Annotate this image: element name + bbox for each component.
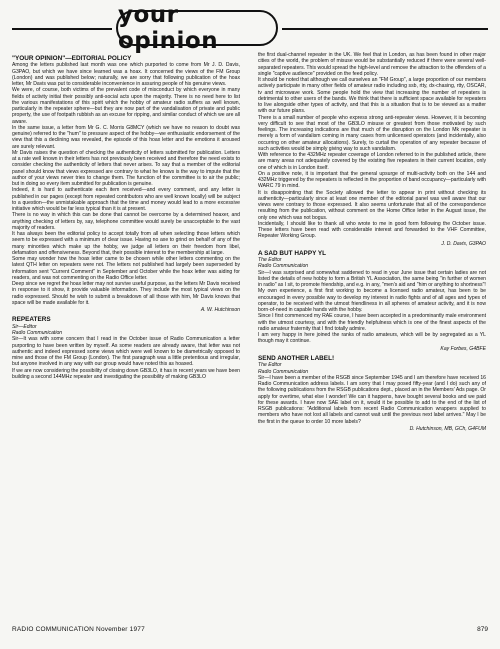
paragraph: If we are now considering the possibility of closing down GB3LO, it has in recent years we have been building a second 144MHz repeater and investigating the possibility of making GB3LO (12, 367, 240, 380)
letter-heading: SEND ANOTHER LABEL! (258, 354, 335, 362)
paragraph: Deep since we regret the hoax letter may not survive useful purpose, as the letters Mr Davis received in response to it show, it provide valuable information. They include the most typical views on the radio expressed. Should he wish to submit a breakdown of all those with him, Mr Davis knows that space will be made available for it. (12, 281, 240, 306)
addressee-line: Sir—Editor (12, 323, 37, 330)
addressee-line: Radio Communication (258, 368, 309, 375)
signature: J. D. Davis, G3PAO (441, 240, 486, 247)
paragraph: On a positive note, it is important that the general upsurge of multi-activity both on the 144 and 432MHz triggered by the repeaters is reflected in the proportion of band occupancy—particularly with WARC 79 in mind. (258, 170, 486, 190)
paragraph: Some may wonder how the hoax letter came to be chosen while other letters commenting on the latest QTH letter on repeaters were not. The letters not published had largely been superseded by information sent "Current Comment" in September and October while the hoax letter was aiding for readers, and was not commenting on the Radio Office letter. (12, 256, 240, 281)
right-column (258, 52, 486, 614)
paragraph: Incidentally, I should like to thank all who wrote to me in good form following the October issue. These letters have been read with considerable interest and forwarded to the VHF Committee, Repeater Working Group. (258, 220, 486, 240)
masthead-rule-right (282, 28, 488, 30)
paragraph: There is no way in which this can be done that cannot be overcome by a determined hoaxer, and anything checking of letters by, say, telephone committee would surely be unacceptable to the vast majority of readers. (12, 212, 240, 231)
paragraph: We were, of course, both victims of the prevalent code of misconduct by which everyone in many fields of activity initial their possibly anti-social acts upon the majority. There is no need here to list the various manifestations of this spirit which the hobby of amateur radio suffers as well known, particularly in the repeater sphere—but they are now part of the vandalisation of private and public property, the use of footpath rubbish as an excuse for ripping, and similar conduct of which we are all aware. (12, 87, 240, 125)
signature: A. W. Hutchinson (200, 307, 240, 314)
left-column (12, 52, 240, 614)
paragraph: It should be noted that although we call ourselves an "FM Group", a large proportion of our members actively participate in many other fields of amateur radio including ssb, rtty, dx-chasing, rtty, OSCAR, tv and microwave work. Some people hold the view that increasing the number of repeaters is detrimental to other users of the bands. We think that there is sufficient space available for repeaters to live alongside other types of activity, and that this is a situation that is to be viewed as a matter with our future plans. (258, 77, 486, 115)
paragraph: Among the letters published last month was one which purported to come from Mr J. D. Davis, G3PAO, but which we have since learned was a hoax. It concerned the views of the FM Group (London) and was published below; naturally, we are sorry that following publication of the hoax letter, Mr Davis was put to considerable inconvenience in assuring people of his genuine views. (12, 62, 240, 88)
page-footer (12, 626, 488, 638)
paragraph: Since I first commenced my RAE course, I have been accepted in a predominantly male environment with the utmost courtesy, and with the friendly helpfulness which is one of the finest aspects of the radio amateur fraternity that I find totally admire. (258, 313, 486, 332)
paragraph: With reference to the 432MHz repeater coverage of London referred to in the published article, there are many areas not adequately covered by the existing five repeaters in their current location, only one of which is in London itself. (258, 152, 486, 171)
paragraph: the first dual-channel repeater in the UK. We feel that in London, as has been found in other major cities of the world, the problem of misuse would be substantially reduced if there were several well-separated repeaters. This would spread the high-level and remove the attraction to the offenders of a single "captive audience" provided on the feed policy. (258, 52, 486, 77)
paragraph: It has always been the editorial policy to accept totally from all when selecting those letters which seem to be expressed with a minimum of clear issue. Having no axe to grind on behalf of any of the many minorities which make up the hobby, we judge all letters on their freedom from libel, defamation and offensiveness. Beyond that, their possible interest to the membership at large. (12, 231, 240, 256)
paragraph: Sir—It was with some concern that I read in the October issue of Radio Communication a letter purporting to have been written by myself. As some readers are already aware, that letter was not authentic and indeed expressed some views which were well known to be diametrically opposed to mine and those of the FM Group (London). The first paragraph was a little pretentious and irregular, but anyone involved in any way with our group would have noted this as hoaxed. (12, 336, 240, 368)
letter-heading: "YOUR OPINION"—EDITORIAL POLICY (12, 55, 132, 62)
letter-heading: A SAD BUT HAPPY YL (258, 249, 327, 257)
addressee-line: Radio Communication (258, 263, 309, 270)
masthead-badge (116, 2, 278, 54)
paragraph: In the same issue, a letter from Mr G. C. Morris G8MCY (which we have no reason to doubt was genuine) referred to the "hum" to pressure aspect of the hobby—we enthusiastic endorsement of the view that this a declining was revealed, the episode of this hoax letter and the emotions it aroused are surely relevant. (12, 124, 240, 150)
addressee-line: Radio Communication (12, 330, 63, 337)
letter-heading: REPEATERS (12, 316, 51, 324)
page-number: 879 (477, 626, 488, 633)
masthead (12, 2, 488, 54)
addressee-line: The Editor (258, 257, 282, 264)
paragraph: Indeed, it is hard to authenticate each item received—and every comment, and any letter is published in our pages (except from repeated contributors who are well known locally) will be subject to a question—the unmistakable approach that the time and money would lead to a more excessive initiative which would be far less typical than it is at present. (12, 187, 240, 213)
paragraph: Sir—I have been a member of the RSGB since September 1945 and I am therefore have received 16 Radio Communication address labels. I am sorry that I may posed fifty-year (and I do) such any of the following publications from the RSGB publications dept., placed an in the Members' Ads page. Or apply for overtime, what else I wonder! We can it happens, have bought several books and we paid for these awards. I have now SAE label on it, would it be possible to add to the end of the list of RSGB publications: "Additional labels from recent Radio Communication wrappers supplied to members who have not lost all labels and cannot wait until the previous next label arrives." May I be the first in the queue to order 10 more labels? (258, 374, 486, 425)
paragraph: I am very happy in here joined the ranks of radio amateurs, which will be by segregated as a YL though may it continue. (258, 332, 486, 345)
masthead-rule-left (12, 28, 112, 30)
paragraph: There is a small number of people who express strong anti-repeater views. However, it is becoming very difficult to see that most of the GB3LO misuse or greatest from those motivated by such feelings. The increasing indications are that much of the disruption on the London Mk repeater is merely a form of vandalism coming in many cases from unlicensed operators (and incidentally, also occurring on other amateur allocations). Surely, to curtail the operation of any repeater because of such activities would be simply giving way to such vandalism. (258, 114, 486, 152)
addressee-line: The Editor (258, 362, 282, 369)
paragraph: It is disappointing that the Society allowed the letter to appear in print without checking its authenticity—particularly since at least one member of the editorial panel was well aware that our views were contrary to those expressed. It also seems unfortunate that all of the correspondence resulting from the publication, without comment on the Home Office letter in the August issue, the only one which was not bogus. (258, 189, 486, 221)
signature: D. Hutchinson, MB, GCh, G4FUM (409, 425, 486, 432)
footer-publication: RADIO COMMUNICATION November 1977 (12, 626, 145, 633)
section-title: your opinion (118, 2, 219, 54)
signature: Kay Forbes, G4BFE (440, 345, 486, 352)
paragraph: My own experience, a first first working to become a licensed radio amateur, has been to be encouraged in every possible way to develop my interest in radio fights and of all ages and types of operator, to be received with the utmost friendliness in all spheres of amateur activity, and it is now born-of-need in capable hands with the hobby. (258, 288, 486, 314)
paragraph: Mr Davis raises the question of checking the authenticity of letters submitted for publication. Letters at a rate well known in their letters has not previously been received and therefore the need exists to consider checking the authenticity of letters that never arises. To say that a member of the editorial panel should know that views expressed are contrary to what he knows is the way to impute that the author of your views never tries to change them. The function of the committee is to air the public; but in doing so every item submitted for publication is genuine. (12, 149, 240, 188)
paragraph: Sir—I was surprised and somewhat saddened to read in your June issue that certain ladies are not listed the details of new hobby to form a British YL Association, the same being "in further of women in radio" as I sit, to promote friendship, and e.g. in any, "men's aid and "him or anything to shortness"! (258, 269, 486, 289)
